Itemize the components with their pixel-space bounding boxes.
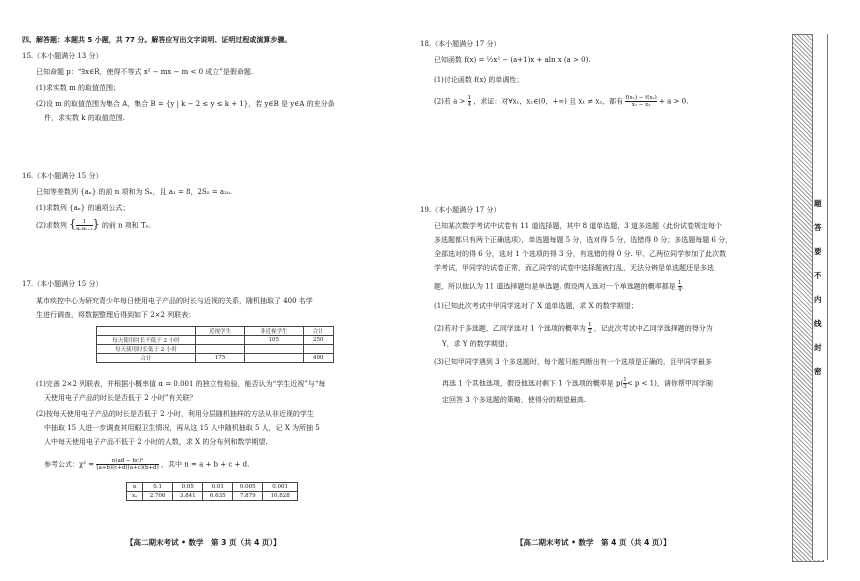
chi-square-fraction: $\frac{\text{n(ad − bc)²}}{(a+b)(c+d)(a+c)(b+d)}$ [96, 458, 159, 471]
q18-stem: 已知函数 f(x) = ½x² − (a+1)x + aln x (a > 0). [434, 56, 591, 64]
q19-line4: 学考试，甲同学的试卷正常，而乙同学的试卷中选择题被打乱，无法分辨是单选题还是多选 [434, 264, 714, 272]
q18-title: 18.（本小题满分 17 分） [420, 40, 501, 48]
table-cell [97, 327, 196, 336]
q19-line3: 全部选对的得 6 分，选对 1 个选项的得 3 分，有选错的得 0 分. 甲、乙两位同学参加了此次数 [434, 250, 727, 258]
section-header: 四、解答题：本题共 5 小题，共 77 分。解答应写出文字说明、证明过程或演算步骤。 [22, 36, 292, 44]
table-cell [303, 345, 334, 354]
table-cell: 合计 [97, 354, 196, 363]
right-page-footer: 【高二期末考试 • 数学 第 4 页（共 4 页）】 [516, 538, 671, 547]
q17-part2-line3: 人中每天使用电子产品不低于 2 小时的人数，求 X 的分布列和数学期望. [44, 438, 268, 446]
table-cell: α [127, 483, 143, 492]
table-cell [245, 345, 303, 354]
table-cell: 2.706 [143, 492, 173, 501]
q18-fraction-diff: $\frac{\text{f(x₁) − f(x₂)}}{\text{x₁ − x₂}}$ [625, 95, 657, 108]
table-row [97, 354, 334, 363]
table-cell [196, 336, 245, 345]
q17-title: 17.（本小题满分 15 分） [22, 280, 103, 288]
reference-table [126, 482, 298, 501]
q16-fraction: $\frac{1}{\text{aₙaₙ₊₁}}$ [76, 219, 93, 232]
table-row [97, 336, 334, 345]
q19-part3-line2: 再选 1 个其他选项，假设他选对剩下 1 个选项的概率是 p( $\frac{1}{3}$ < p < 1)，请你帮甲同学制 [442, 377, 713, 390]
right-page [420, 0, 790, 581]
table-cell: 250 [303, 336, 334, 345]
q15-part1: (1)求实数 m 的取值范围； [36, 84, 121, 92]
strip-char: 线 [814, 319, 822, 328]
table-cell: 0.005 [233, 483, 263, 492]
left-page-footer: 【高二期末考试 • 数学 第 3 页（共 4 页）】 [126, 538, 281, 547]
q17-part2-line1: (2)按每天使用电子产品的时长是否低于 2 小时，利用分层随机抽样的方法从非近视的学生 [36, 410, 314, 418]
table-cell: 0.001 [263, 483, 298, 492]
table-cell: 105 [245, 336, 303, 345]
q17-formula: 参考公式：χ² = $\frac{\text{n(ad − bc)²}}{(a+b)(c+d)(a+c)(b+d)}$ ，其中 n = a + b + c + d. [44, 458, 250, 471]
table-cell [196, 345, 245, 354]
table-cell: 10.828 [263, 492, 298, 501]
strip-char: 不 [814, 271, 822, 280]
q19-part3-line1: (3)已知甲同学遇到 3 个多选题时，每个题只能判断出有一个选项是正确的，且甲同学最多 [434, 358, 712, 366]
q15-part2-line2: 件，求实数 k 的取值范围. [44, 114, 125, 122]
q18-fraction-a: $\frac{1}{4}$ [467, 95, 472, 108]
q16-stem: 已知等差数列 {aₙ} 的前 n 项和为 Sₙ，且 a₁ = 8，2S₅ = a₂₀. [36, 188, 232, 196]
q19-line2: 多选题都只有两个正确选项），单选题每题 5 分，选对得 5 分，选错得 0 分；多选题每题 6 分， [434, 236, 733, 244]
table-cell: 非近视学生 [245, 327, 303, 336]
q18-part2: (2)若 a > $\frac{1}{4}$ ，求证：对∀x₁，x₂∈(0，+∞) 且 x₁ ≠ x₂，都有 $\frac{\text{f(x₁) − f(x₂)}}{\text{x₁ − x₂}}$ + a > 0. [434, 95, 689, 108]
q19-fraction-third: $\frac{1}{3}$ [623, 377, 627, 390]
table-cell: 0.1 [143, 483, 173, 492]
q19-part2: (2)若对于多选题，乙同学选对 1 个选项的概率为 $\frac{1}{2}$ ，记此次考试中乙同学选择题的得分为 [434, 322, 713, 335]
table-cell: 合计 [303, 327, 334, 336]
table-cell: 每天使用时长不低于 2 小时 [97, 336, 196, 345]
table-cell: 每天使用时长低于 2 小时 [97, 345, 196, 354]
q16-title: 16.（本小题满分 15 分） [22, 172, 103, 180]
strip-char: 要 [814, 247, 822, 256]
q19-part3-line3: 定回答 3 个多选题的策略，使得分的期望最高. [442, 396, 587, 404]
q19-part1: (1)已知此次考试中甲同学选对了 X 道单选题，求 X 的数学期望； [434, 302, 638, 310]
strip-char: 答 [814, 223, 822, 232]
table-row [97, 345, 334, 354]
table-cell: 近视学生 [196, 327, 245, 336]
table-row [127, 483, 298, 492]
q15-part2-line1: (2)设 m 的取值范围为集合 A，集合 B = {y | k − 2 ≤ y ≤ k + 1}，若 y∈B 是 y∈A 的充分条 [36, 100, 335, 108]
q15-title: 15.（本小题满分 13 分） [22, 52, 103, 60]
table-cell: 7.879 [233, 492, 263, 501]
q18-part1: (1)讨论函数 f(x) 的单调性； [434, 76, 524, 84]
table-row [127, 492, 298, 501]
q17-part1-line2: 天使用电子产品的时长是否低于 2 小时”有关联？ [44, 394, 197, 402]
contingency-table [96, 326, 334, 363]
strip-char: 题 [814, 199, 822, 208]
table-cell: 3.841 [173, 492, 203, 501]
table-cell: xₐ [127, 492, 143, 501]
table-cell: 6.635 [203, 492, 233, 501]
q17-line2: 生进行调查，将数据整理后得到如下 2×2 列联表： [36, 311, 196, 319]
q19-fraction-quarter: $\frac{1}{4}$ [678, 280, 682, 293]
table-cell: 175 [196, 354, 245, 363]
q17-part1-line1: (1)完善 2×2 列联表，并根据小概率值 α = 0.001 的独立性检验，能否认为“学生近视”与“每 [36, 380, 326, 388]
table-cell [245, 354, 303, 363]
q17-line1: 某市疾控中心为研究青少年每日使用电子产品的时长与近视的关系，随机抽取了 400 名学 [36, 297, 313, 305]
strip-char: 封 [814, 343, 822, 352]
strip-char: 内 [814, 295, 822, 304]
table-cell: 0.05 [173, 483, 203, 492]
table-header-row [97, 327, 334, 336]
q17-part2-line2: 中抽取 15 人进一步调查其用眼卫生情况，再从这 15 人中随机抽取 5 人，记 X 为所抽 5 [44, 424, 320, 432]
q16-part1: (1)求数列 {aₙ} 的通项公式； [36, 204, 130, 212]
q19-line5: 题，所以他认为 11 道选择题均是单选题. 假设两人选对一个单选题的概率都是 $\frac{1}{4}$ . [434, 280, 684, 293]
q15-stem: 已知命题 p：“∃x∈R，使得不等式 x² − mx − m < 0 成立”是假命题. [36, 68, 254, 76]
table-cell: 0.01 [203, 483, 233, 492]
q19-fraction-half: $\frac{1}{2}$ [588, 322, 592, 335]
q19-title: 19.（本小题满分 17 分） [420, 206, 501, 214]
left-page [22, 0, 394, 581]
q19-line1: 已知某次数学考试中试卷有 11 道选择题，其中 8 道单选题，3 道多选题（此份试卷规定每个 [434, 222, 722, 230]
table-cell: 400 [303, 354, 334, 363]
q16-part2: (2)求数列 { $\frac{1}{\text{aₙaₙ₊₁}}$ } 的前 n 项和 Tₙ. [36, 217, 151, 232]
q19-part2-line2: Y，求 Y 的数学期望； [442, 340, 512, 348]
strip-char: 密 [814, 367, 822, 376]
